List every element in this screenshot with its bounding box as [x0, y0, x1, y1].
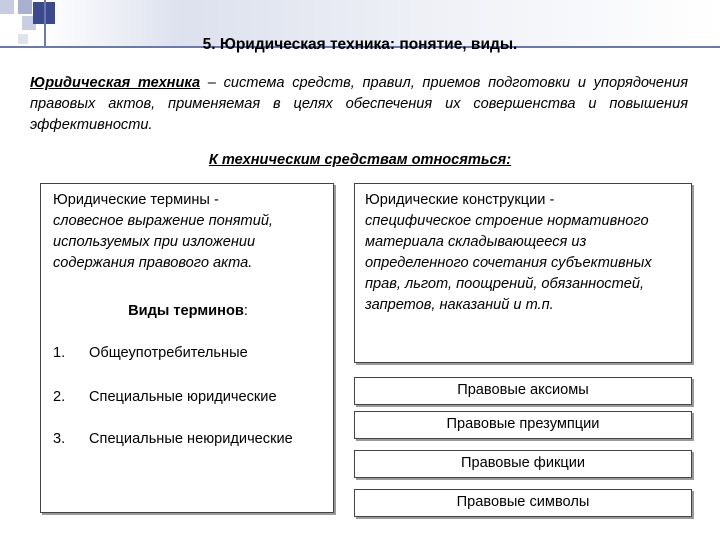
list-item-label: Общеупотребительные — [89, 345, 248, 361]
definition-text: – система средств, правил, приемов подготовки и упорядочения правовых актов, применяемая в целях обеспечения их совершенства и повышения эффективности. — [30, 75, 688, 133]
term-types-heading-colon: : — [243, 303, 248, 319]
list-item-label: Специальные юридические — [89, 389, 277, 405]
legal-presumptions-box: Правовые презумпции — [354, 411, 692, 439]
decor-square — [0, 0, 14, 14]
legal-constructions-box — [354, 183, 692, 363]
list-item-number: 1. — [53, 345, 66, 361]
technical-means-heading: К техническим средствам относяться: — [208, 152, 512, 168]
legal-symbols-box: Правовые символы — [354, 489, 692, 517]
list-item-number: 2. — [53, 389, 66, 405]
list-item-label: Специальные неюридические — [89, 431, 293, 447]
legal-constructions-description: специфическое строение нормативного материала складывающееся из определенного сочетания субъективных прав, льгот, поощрений, обязанностей, запретов, наказаний и т.п. — [365, 213, 652, 313]
legal-constructions-title: Юридические конструкции - — [365, 192, 555, 208]
decor-square — [18, 0, 32, 14]
term-types-heading — [41, 303, 335, 319]
legal-fictions-box: Правовые фикции — [354, 450, 692, 478]
term-types-heading-label: Виды терминов — [128, 303, 244, 319]
legal-axioms-box: Правовые аксиомы — [354, 377, 692, 405]
legal-terms-description: словесное выражение понятий, используемых при изложении содержания правового акта. — [53, 213, 273, 271]
legal-terms-box — [40, 183, 334, 513]
definition-term: Юридическая техника — [30, 75, 201, 91]
slide-title: 5. Юридическая техника: понятие, виды. — [202, 36, 518, 53]
list-item-number: 3. — [53, 431, 66, 447]
legal-terms-title: Юридические термины - — [53, 192, 219, 208]
definition-paragraph — [30, 73, 688, 136]
